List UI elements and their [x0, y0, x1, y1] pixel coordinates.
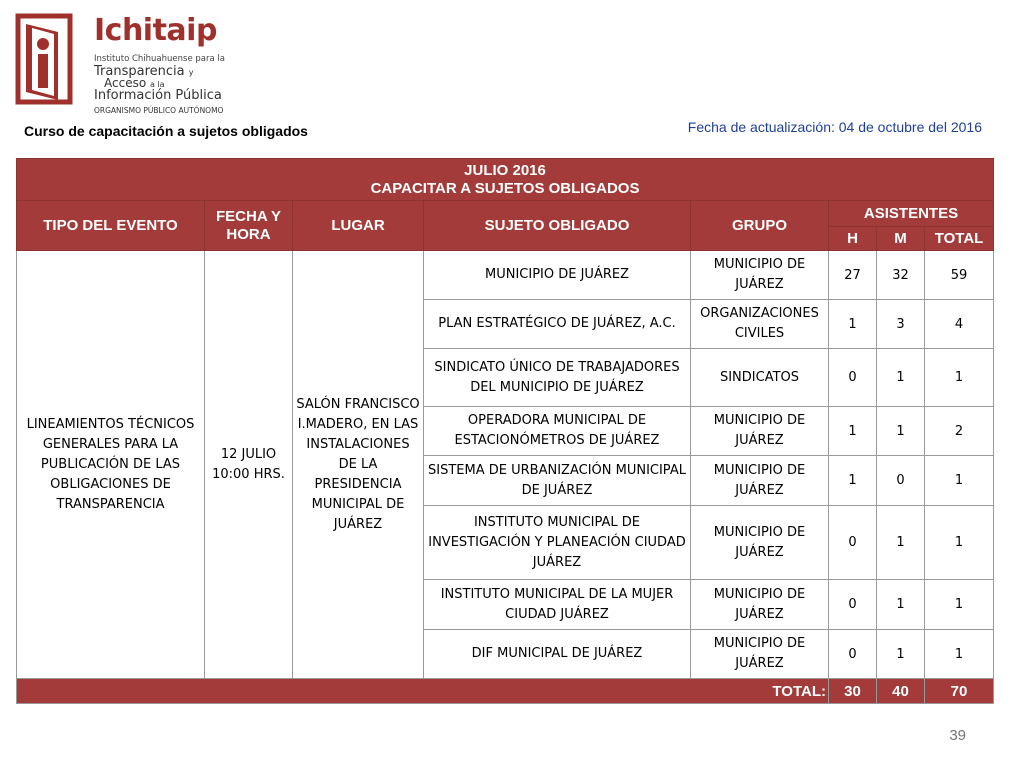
- event-fecha-cell: 12 JULIO 10:00 HRS.: [205, 251, 293, 679]
- m-cell: 32: [877, 251, 925, 300]
- grupo-cell: ORGANIZACIONES CIVILES: [691, 300, 829, 349]
- table-title: [17, 159, 994, 201]
- sujeto-cell: PLAN ESTRATÉGICO DE JUÁREZ, A.C.: [424, 300, 691, 349]
- event-tipo-cell: LINEAMIENTOS TÉCNICOS GENERALES PARA LA PUBLICACIÓN DE LAS OBLIGACIONES DE TRANSPARENCIA: [17, 251, 205, 679]
- total-cell: 4: [925, 300, 994, 349]
- totals-label: TOTAL:: [17, 679, 829, 704]
- grupo-cell: MUNICIPIO DE JUÁREZ: [691, 630, 829, 679]
- logo-line-5: ORGANISMO PÚBLICO AUTÓNOMO: [94, 106, 224, 115]
- h-cell: 1: [829, 456, 877, 506]
- logo-line-2: Transparencia y: [94, 64, 194, 79]
- logo-brand-text: Ichitaip: [94, 13, 217, 48]
- sujeto-cell: SINDICATO ÚNICO DE TRABAJADORES DEL MUNICIPIO DE JUÁREZ: [424, 349, 691, 407]
- col-header-asistentes: ASISTENTES: [829, 201, 994, 227]
- h-cell: 27: [829, 251, 877, 300]
- grupo-cell: MUNICIPIO DE JUÁREZ: [691, 580, 829, 630]
- h-cell: 0: [829, 630, 877, 679]
- h-cell: 0: [829, 580, 877, 630]
- m-cell: 1: [877, 349, 925, 407]
- total-cell: 2: [925, 407, 994, 456]
- total-cell: 1: [925, 349, 994, 407]
- sujeto-cell: OPERADORA MUNICIPAL DE ESTACIONÓMETROS DE JUÁREZ: [424, 407, 691, 456]
- sujeto-cell: SISTEMA DE URBANIZACIÓN MUNICIPAL DE JUÁREZ: [424, 456, 691, 506]
- m-cell: 0: [877, 456, 925, 506]
- table-row: [17, 251, 994, 300]
- grupo-cell: MUNICIPIO DE JUÁREZ: [691, 456, 829, 506]
- h-cell: 0: [829, 349, 877, 407]
- h-cell: 1: [829, 407, 877, 456]
- m-cell: 1: [877, 630, 925, 679]
- totals-row: [17, 679, 994, 704]
- sujeto-cell: DIF MUNICIPAL DE JUÁREZ: [424, 630, 691, 679]
- total-cell: 1: [925, 506, 994, 580]
- sujeto-cell: INSTITUTO MUNICIPAL DE LA MUJER CIUDAD JUÁREZ: [424, 580, 691, 630]
- course-title: Curso de capacitación a sujetos obligados: [24, 123, 308, 139]
- grupo-cell: MUNICIPIO DE JUÁREZ: [691, 251, 829, 300]
- m-cell: 1: [877, 506, 925, 580]
- col-header-lugar: LUGAR: [293, 201, 424, 251]
- sujeto-cell: INSTITUTO MUNICIPAL DE INVESTIGACIÓN Y PLANEACIÓN CIUDAD JUÁREZ: [424, 506, 691, 580]
- total-cell: 1: [925, 456, 994, 506]
- event-lugar-cell: SALÓN FRANCISCO I.MADERO, EN LAS INSTALACIONES DE LA PRESIDENCIA MUNICIPAL DE JUÁREZ: [293, 251, 424, 679]
- table-title-line-1: JULIO 2016: [464, 162, 546, 179]
- m-cell: 3: [877, 300, 925, 349]
- grupo-cell: SINDICATOS: [691, 349, 829, 407]
- update-date: Fecha de actualización: 04 de octubre del 2016: [687, 119, 982, 135]
- col-header-tipo: TIPO DEL EVENTO: [17, 201, 205, 251]
- page-number: 39: [949, 727, 966, 744]
- total-cell: 1: [925, 630, 994, 679]
- col-header-m: M: [877, 227, 925, 251]
- h-cell: 1: [829, 300, 877, 349]
- logo-line-4: Información Pública: [94, 88, 222, 103]
- ichitaip-logo: [14, 12, 225, 115]
- h-cell: 0: [829, 506, 877, 580]
- sujeto-cell: MUNICIPIO DE JUÁREZ: [424, 251, 691, 300]
- grupo-cell: MUNICIPIO DE JUÁREZ: [691, 407, 829, 456]
- col-header-fecha: FECHA Y HORA: [205, 201, 293, 251]
- m-cell: 1: [877, 407, 925, 456]
- col-header-grupo: GRUPO: [691, 201, 829, 251]
- table-title-line-2: CAPACITAR A SUJETOS OBLIGADOS: [370, 180, 640, 197]
- col-header-h: H: [829, 227, 877, 251]
- col-header-sujeto: SUJETO OBLIGADO: [424, 201, 691, 251]
- ichitaip-logo-mark-icon: [14, 12, 76, 106]
- logo-line-1: Instituto Chihuahuense para la: [94, 54, 225, 64]
- grupo-cell: MUNICIPIO DE JUÁREZ: [691, 506, 829, 580]
- totals-total: 70: [925, 679, 994, 704]
- total-cell: 59: [925, 251, 994, 300]
- totals-h: 30: [829, 679, 877, 704]
- total-cell: 1: [925, 580, 994, 630]
- m-cell: 1: [877, 580, 925, 630]
- totals-m: 40: [877, 679, 925, 704]
- col-header-total: TOTAL: [925, 227, 994, 251]
- logo-line-3: Acceso a la: [104, 76, 165, 90]
- training-table: [16, 158, 994, 704]
